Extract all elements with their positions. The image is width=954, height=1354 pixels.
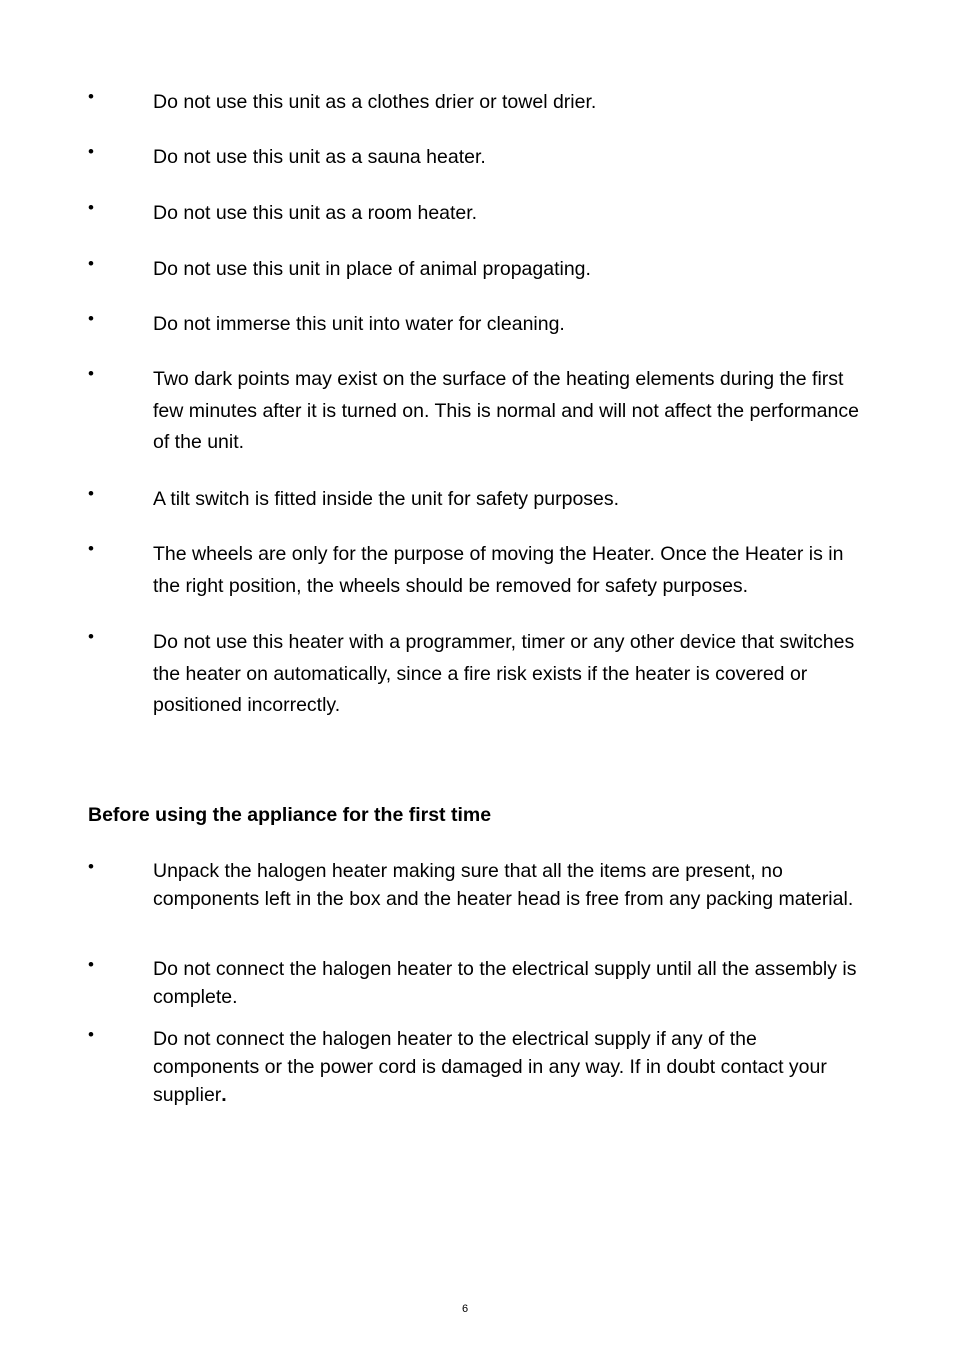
bullet-icon: • (88, 484, 94, 503)
list-item-text-container (153, 1025, 868, 1109)
bullet-icon: • (88, 539, 94, 558)
list-item-text: Do not connect the halogen heater to the electrical supply if any of the components or the power cord is damaged in any way. If in doubt contact your supplier (153, 1028, 827, 1106)
bold-period: . (221, 1084, 227, 1106)
list-item-text: Do not use this heater with a programmer, timer or any other device that switches the heater on automatically, since a fire risk exists if the heater is covered or positioned incorrectly. (153, 631, 855, 716)
list-item-text: Do not use this unit as a clothes drier or towel drier. (153, 91, 597, 113)
page-number: 6 (461, 1303, 469, 1315)
bullet-icon: • (88, 198, 94, 217)
bullet-icon: • (88, 1025, 94, 1044)
list-item-text: Do not immerse this unit into water for cleaning. (153, 313, 565, 335)
bullet-icon: • (88, 309, 94, 328)
bullet-icon: • (88, 142, 94, 161)
bullet-icon: • (88, 627, 94, 646)
bullet-icon: • (88, 364, 94, 383)
list-item-text: The wheels are only for the purpose of moving the Heater. Once the Heater is in the right position, the wheels should be removed for safety purposes. (153, 543, 844, 597)
bullet-icon: • (88, 87, 94, 106)
list-item-text: Do not connect the halogen heater to the electrical supply until all the assembly is complete. (153, 958, 857, 1008)
list-item-text: Do not use this unit as a sauna heater. (153, 146, 486, 168)
bullet-icon: • (88, 857, 94, 876)
list-item-text: Do not use this unit as a room heater. (153, 202, 478, 224)
list-item-text: Do not use this unit in place of animal propagating. (153, 258, 591, 280)
list-item-text: A tilt switch is fitted inside the unit for safety purposes. (153, 488, 620, 510)
section-heading: Before using the appliance for the first time (88, 804, 492, 826)
list-item-text: Two dark points may exist on the surface of the heating elements during the first few minutes after it is turned on. This is normal and will not affect the performance of the unit. (153, 368, 859, 453)
bullet-icon: • (88, 955, 94, 974)
bullet-icon: • (88, 254, 94, 273)
list-item-text: Unpack the halogen heater making sure that all the items are present, no components left in the box and the heater head is free from any packing material. (153, 860, 854, 910)
